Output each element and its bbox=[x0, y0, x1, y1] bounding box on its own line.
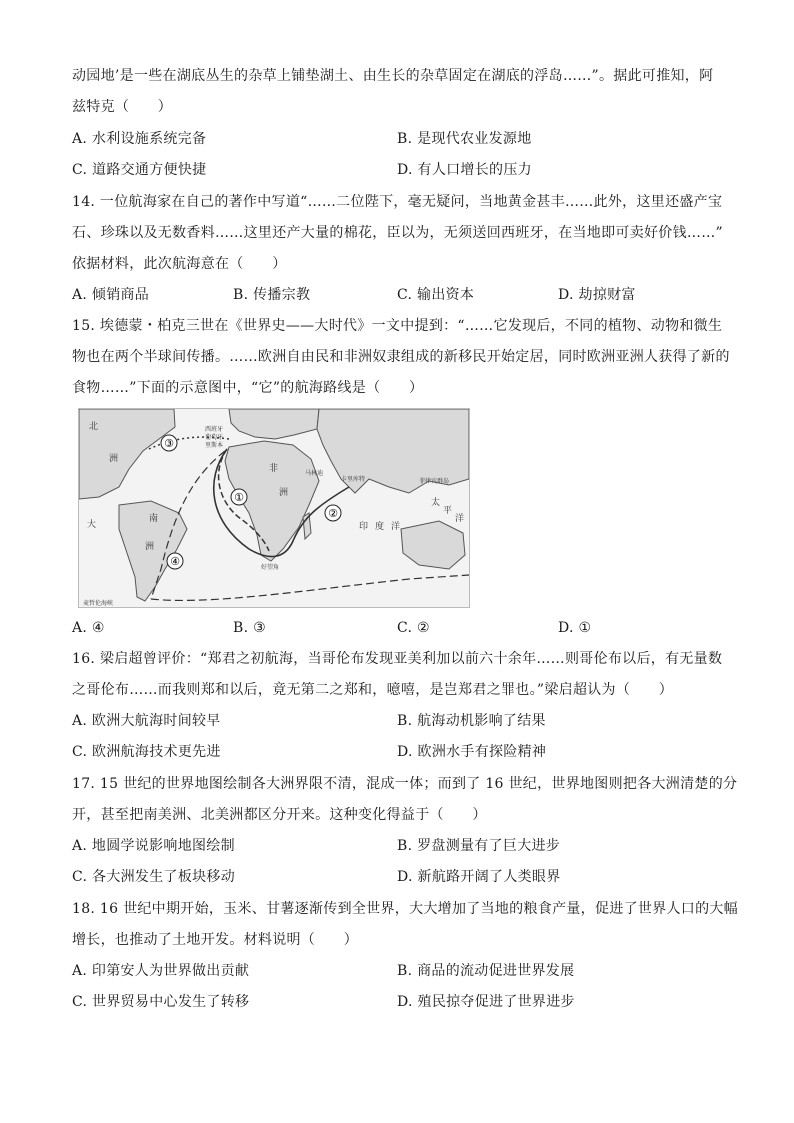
map-label-north: 北 bbox=[89, 422, 99, 432]
q16-option-b[interactable]: B. 航海动机影响了结果 bbox=[397, 713, 546, 729]
q17-option-c[interactable]: C. 各大洲发生了板块移动 bbox=[72, 869, 236, 885]
svg-text:①: ① bbox=[234, 491, 244, 504]
q18-option-a[interactable]: A. 印第安人为世界做出贡献 bbox=[72, 963, 250, 979]
q15-option-c[interactable]: C. ② bbox=[397, 620, 430, 636]
svg-text:②: ② bbox=[328, 507, 338, 520]
q14-stem-line-3: 依据材料，此次航海意在（ ） bbox=[72, 256, 287, 272]
q18-option-d[interactable]: D. 殖民掠夺促进了世界进步 bbox=[397, 994, 575, 1010]
q15-stem-line-1: 15. 埃德蒙・柏克三世在《世界史——大时代》一文中提到：“……它发现后，不同的植物、动物和微生 bbox=[72, 318, 723, 334]
q14-stem-line-1: 14. 一位航海家在自己的著作中写道“……二位陛下，毫无疑问，当地黄金甚丰……此外，这里还盛产宝 bbox=[72, 194, 723, 210]
map-label-strait-of-magellan: 麦哲伦海峡 bbox=[83, 600, 114, 607]
map-label-lisbon: 里斯本 bbox=[205, 442, 224, 449]
q13-option-b[interactable]: B. 是现代农业发源地 bbox=[397, 131, 532, 147]
q15-stem-line-3: 食物……”下面的示意图中，“它”的航海路线是（ ） bbox=[72, 380, 424, 396]
map-label-calicut: 卡里库特 bbox=[341, 476, 366, 483]
map-label-indian-1: 印 bbox=[359, 522, 369, 532]
map-label-pacific-2: 平 bbox=[443, 506, 453, 516]
q16-stem-line-1: 16. 梁启超曾评价：“郑君之初航海，当哥伦布发现亚美利加以前六十余年……则哥伦布以后，有无量数 bbox=[72, 651, 723, 667]
q14-option-a[interactable]: A. 倾销商品 bbox=[72, 287, 150, 303]
route-marker-2 bbox=[325, 505, 341, 521]
map-label-portugal: 葡萄牙 bbox=[205, 434, 224, 441]
map-label-indian-2: 度 bbox=[375, 522, 385, 532]
q16-option-c[interactable]: C. 欧洲航海技术更先进 bbox=[72, 744, 221, 760]
map-label-ocean-2: 洋 bbox=[455, 514, 465, 524]
map-label-pacific-1: 太 bbox=[431, 498, 441, 508]
q18-stem-line-2: 增长，也推动了土地开发。材料说明（ ） bbox=[72, 932, 358, 948]
map-canvas bbox=[79, 409, 469, 607]
q17-stem-line-2: 开，甚至把南美洲、北美洲都区分开来。这种变化得益于（ ） bbox=[72, 807, 487, 823]
map-label-africa: 非 bbox=[269, 464, 279, 474]
map-label-malindi: 马林迪 bbox=[305, 470, 324, 477]
map-label-da: 大 bbox=[87, 520, 97, 530]
q15-stem-line-2: 物也在两个半球间传播。……欧洲自由民和非洲奴隶组成的新移民开始定居，同时欧洲亚洲人获得了新的 bbox=[72, 349, 730, 365]
map-label-cape-of-good-hope: 好望角 bbox=[261, 564, 280, 571]
q17-option-d[interactable]: D. 新航路开阔了人类眼界 bbox=[397, 869, 561, 885]
q17-option-b[interactable]: B. 罗盘测量有了巨大进步 bbox=[397, 838, 561, 854]
q13-option-c[interactable]: C. 道路交通方便快捷 bbox=[72, 162, 207, 178]
q15-option-d[interactable]: D. ① bbox=[558, 620, 592, 636]
q13-option-d[interactable]: D. 有人口增长的压力 bbox=[397, 162, 532, 178]
q17-option-a[interactable]: A. 地圆学说影响地图绘制 bbox=[72, 838, 235, 854]
svg-text:③: ③ bbox=[164, 437, 174, 450]
q13-option-a[interactable]: A. 水利设施系统完备 bbox=[72, 131, 207, 147]
q13-stem-line-1: 动园地’是一些在湖底丛生的杂草上铺垫湖土、由生长的杂草固定在湖底的浮岛……”。据此可推知，阿 bbox=[72, 68, 714, 84]
map-label-zhou-1: 洲 bbox=[109, 454, 119, 464]
map-label-ocean-1: 洋 bbox=[391, 522, 401, 532]
q13-stem-line-2: 兹特克（ ） bbox=[72, 99, 173, 115]
map-label-spain: 西班牙 bbox=[205, 426, 224, 433]
q14-option-c[interactable]: C. 输出资本 bbox=[397, 287, 475, 303]
route-marker-4 bbox=[167, 553, 183, 569]
route-marker-1 bbox=[231, 489, 247, 505]
map-label-zhou-3: 洲 bbox=[279, 488, 289, 498]
route-marker-3 bbox=[161, 435, 177, 451]
map-label-philippines: 菲律宾群岛 bbox=[419, 478, 450, 485]
map-label-zhou-2: 洲 bbox=[145, 542, 155, 552]
q18-stem-line-1: 18. 16 世纪中期开始，玉米、甘薯逐渐传到全世界，大大增加了当地的粮食产量，促进了世界人口的大幅 bbox=[72, 901, 738, 917]
q16-stem-line-2: 之哥伦布……而我则郑和以后，竟无第二之郑和，噫嘻，是岂郑君之罪也。”梁启超认为（ ） bbox=[72, 682, 674, 698]
q15-option-b[interactable]: B. ③ bbox=[233, 620, 266, 636]
q18-option-c[interactable]: C. 世界贸易中心发生了转移 bbox=[72, 994, 250, 1010]
q15-option-a[interactable]: A. ④ bbox=[72, 620, 105, 636]
q14-stem-line-2: 石、珍珠以及无数香料……这里还产大量的棉花，臣以为，无须送回西班牙，在当地即可卖好价钱……” bbox=[72, 225, 723, 241]
navigation-route-map bbox=[78, 408, 470, 608]
map-label-south: 南 bbox=[149, 514, 159, 524]
q16-option-a[interactable]: A. 欧洲大航海时间较早 bbox=[72, 713, 221, 729]
q18-option-b[interactable]: B. 商品的流动促进世界发展 bbox=[397, 963, 575, 979]
svg-text:④: ④ bbox=[170, 555, 180, 568]
q16-option-d[interactable]: D. 欧洲水手有探险精神 bbox=[397, 744, 547, 760]
q14-option-d[interactable]: D. 劫掠财富 bbox=[558, 287, 636, 303]
q17-stem-line-1: 17. 15 世纪的世界地图绘制各大洲界限不清，混成一体；而到了 16 世纪，世界地图则把各大洲清楚的分 bbox=[72, 776, 738, 792]
q14-option-b[interactable]: B. 传播宗教 bbox=[233, 287, 311, 303]
